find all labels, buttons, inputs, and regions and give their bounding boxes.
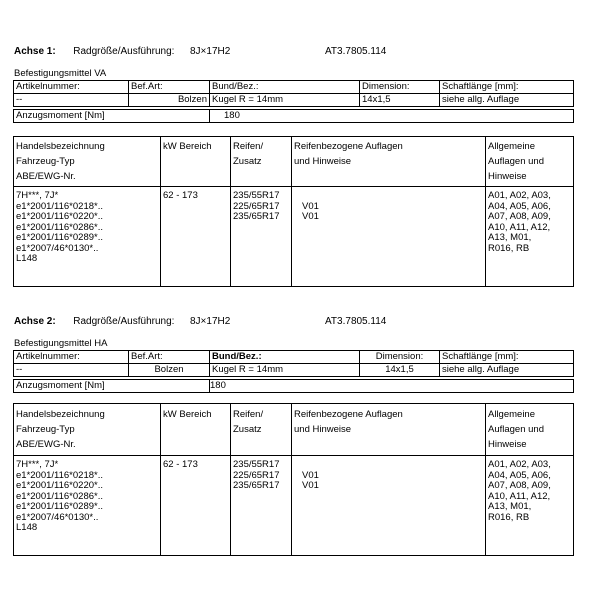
table-row: [14, 81, 574, 94]
table-row: [14, 137, 574, 187]
general-note: A04, A05, A06,: [488, 200, 551, 212]
tyre-note: V01: [302, 211, 319, 222]
vehicle-header: Reifen/ Zusatz: [231, 404, 292, 456]
fastener-header: Schaftlänge [mm]:: [440, 81, 574, 94]
vehicle-type: e1*2001/116*0289*..: [16, 232, 103, 243]
fastener-value: Bolzen: [129, 364, 210, 377]
fastener-header: Artikelnummer:: [14, 351, 129, 364]
vehicle-type: L148: [16, 522, 38, 533]
kw-range-cell: [161, 187, 231, 287]
tyre-notes-cell: [292, 187, 486, 287]
kw-range-cell: [161, 456, 231, 556]
kw-range: 62 - 173: [163, 190, 198, 201]
fastener-value: Kugel R = 14mm: [210, 364, 360, 377]
vehicle-header: Reifenbezogene Auflagen und Hinweise: [292, 404, 486, 456]
vehicle-type: e1*2001/116*0286*..: [16, 221, 103, 233]
vehicle-type: e1*2007/46*0130*..: [16, 242, 99, 254]
vehicle-type: e1*2001/116*0218*..: [16, 200, 103, 212]
axle-1-title-row: [14, 46, 230, 57]
fastener-header: Bef.Art:: [129, 81, 210, 94]
vehicle-header: Allgemeine Auflagen und Hinweise: [486, 137, 574, 187]
vehicle-types-cell: [14, 187, 161, 287]
vehicle-header: Reifenbezogene Auflagen und Hinweise: [292, 137, 486, 187]
axle-1-code: AT3.7805.114: [325, 46, 387, 57]
vehicle-type: 7H***, 7J*: [16, 190, 59, 201]
vehicle-type: e1*2001/116*0218*..: [16, 469, 103, 481]
axle-2-code: AT3.7805.114: [325, 316, 387, 327]
tyre-size: 235/65R17: [233, 480, 280, 491]
kw-range: 62 - 173: [163, 459, 198, 470]
table-row: [14, 94, 574, 107]
fastener-value: 14x1,5: [360, 364, 440, 377]
tyre-note: V01: [302, 480, 319, 491]
vehicle-header: Allgemeine Auflagen und Hinweise: [486, 404, 574, 456]
vehicle-type: e1*2001/116*0286*..: [16, 490, 103, 502]
fastener-header: Dimension:: [360, 351, 440, 364]
tyre-size: 225/65R17: [233, 200, 280, 212]
vehicle-header: Handelsbezeichnung Fahrzeug-Typ ABE/EWG-Nr.: [14, 404, 161, 456]
tyres-cell: [231, 456, 292, 556]
tyre-size: 235/55R17: [233, 459, 280, 470]
axle-1-fastener-table: [13, 80, 574, 107]
general-note: R016, RB: [488, 511, 530, 523]
axle-1-vehicle-table: [13, 136, 574, 287]
axle-1-label: Achse 1:: [14, 46, 56, 57]
general-note: A01, A02, A03,: [488, 459, 551, 470]
vehicle-header: kW Bereich: [161, 137, 231, 187]
general-note: A10, A11, A12,: [488, 221, 551, 233]
table-row: [14, 187, 574, 287]
fastener-value: --: [14, 364, 129, 377]
torque-value: 180: [210, 110, 574, 123]
table-row: [14, 380, 574, 393]
fastener-value: 14x1,5: [360, 94, 440, 107]
vehicle-header: Handelsbezeichnung Fahrzeug-Typ ABE/EWG-Nr.: [14, 137, 161, 187]
general-notes-cell: [486, 187, 574, 287]
axle-2-vehicle-table: [13, 403, 574, 556]
table-row: [14, 404, 574, 456]
general-note: A13, M01,: [488, 501, 532, 512]
tyre-note: [302, 191, 483, 202]
vehicle-header: kW Bereich: [161, 404, 231, 456]
fastener-header: Bund/Bez.:: [210, 81, 360, 94]
vehicle-type: e1*2007/46*0130*..: [16, 511, 99, 523]
fastener-value: --: [14, 94, 129, 107]
tyre-notes-cell: [292, 456, 486, 556]
table-row: [14, 364, 574, 377]
table-row: [14, 110, 574, 123]
axle-1-torque-table: [13, 109, 574, 123]
general-note: R016, RB: [488, 242, 530, 254]
axle-2-size-label: Radgröße/Ausführung:: [73, 316, 175, 327]
vehicle-type: e1*2001/116*0289*..: [16, 501, 103, 512]
axle-2-section-label: Befestigungsmittel HA: [14, 338, 108, 349]
axle-2-size-value: 8J×17H2: [189, 316, 231, 327]
axle-1-size-value: 8J×17H2: [189, 46, 231, 57]
axle-2-fastener-table: [13, 350, 574, 377]
tyres-cell: [231, 187, 292, 287]
fastener-value: siehe allg. Auflage: [440, 94, 574, 107]
vehicle-header: Reifen/ Zusatz: [231, 137, 292, 187]
table-row: [14, 456, 574, 556]
tyre-note: V01: [302, 469, 319, 481]
vehicle-type: e1*2001/116*0220*..: [16, 480, 103, 491]
general-note: A07, A08, A09,: [488, 211, 551, 222]
vehicle-type: L148: [16, 253, 38, 264]
tyre-size: 235/55R17: [233, 190, 280, 201]
tyre-note: [302, 460, 483, 471]
general-note: A01, A02, A03,: [488, 190, 551, 201]
torque-label: Anzugsmoment [Nm]: [14, 380, 210, 393]
torque-value: 180: [210, 380, 574, 393]
tyre-size: 225/65R17: [233, 469, 280, 481]
general-notes-cell: [486, 456, 574, 556]
fastener-header: Dimension:: [360, 81, 440, 94]
axle-1-size-label: Radgröße/Ausführung:: [73, 46, 175, 57]
fastener-value: Bolzen: [129, 94, 210, 107]
fastener-value: siehe allg. Auflage: [440, 364, 574, 377]
vehicle-type: e1*2001/116*0220*..: [16, 211, 103, 222]
axle-2-label: Achse 2:: [14, 316, 56, 327]
torque-label: Anzugsmoment [Nm]: [14, 110, 210, 123]
tyre-size: 235/65R17: [233, 211, 280, 222]
axle-1-section-label: Befestigungsmittel VA: [14, 68, 107, 79]
vehicle-types-cell: [14, 456, 161, 556]
tyre-note: V01: [302, 200, 319, 212]
fastener-header: Schaftlänge [mm]:: [440, 351, 574, 364]
fastener-header: Bund/Bez.:: [210, 351, 360, 364]
general-note: A07, A08, A09,: [488, 480, 551, 491]
general-note: A13, M01,: [488, 232, 532, 243]
general-note: A10, A11, A12,: [488, 490, 551, 502]
fastener-header: Bef.Art:: [129, 351, 210, 364]
fastener-value: Kugel R = 14mm: [210, 94, 360, 107]
axle-2-torque-table: [13, 379, 574, 393]
fastener-header: Artikelnummer:: [14, 81, 129, 94]
general-note: A04, A05, A06,: [488, 469, 551, 481]
axle-2-title-row: [14, 316, 230, 327]
vehicle-type: 7H***, 7J*: [16, 459, 59, 470]
table-row: [14, 351, 574, 364]
